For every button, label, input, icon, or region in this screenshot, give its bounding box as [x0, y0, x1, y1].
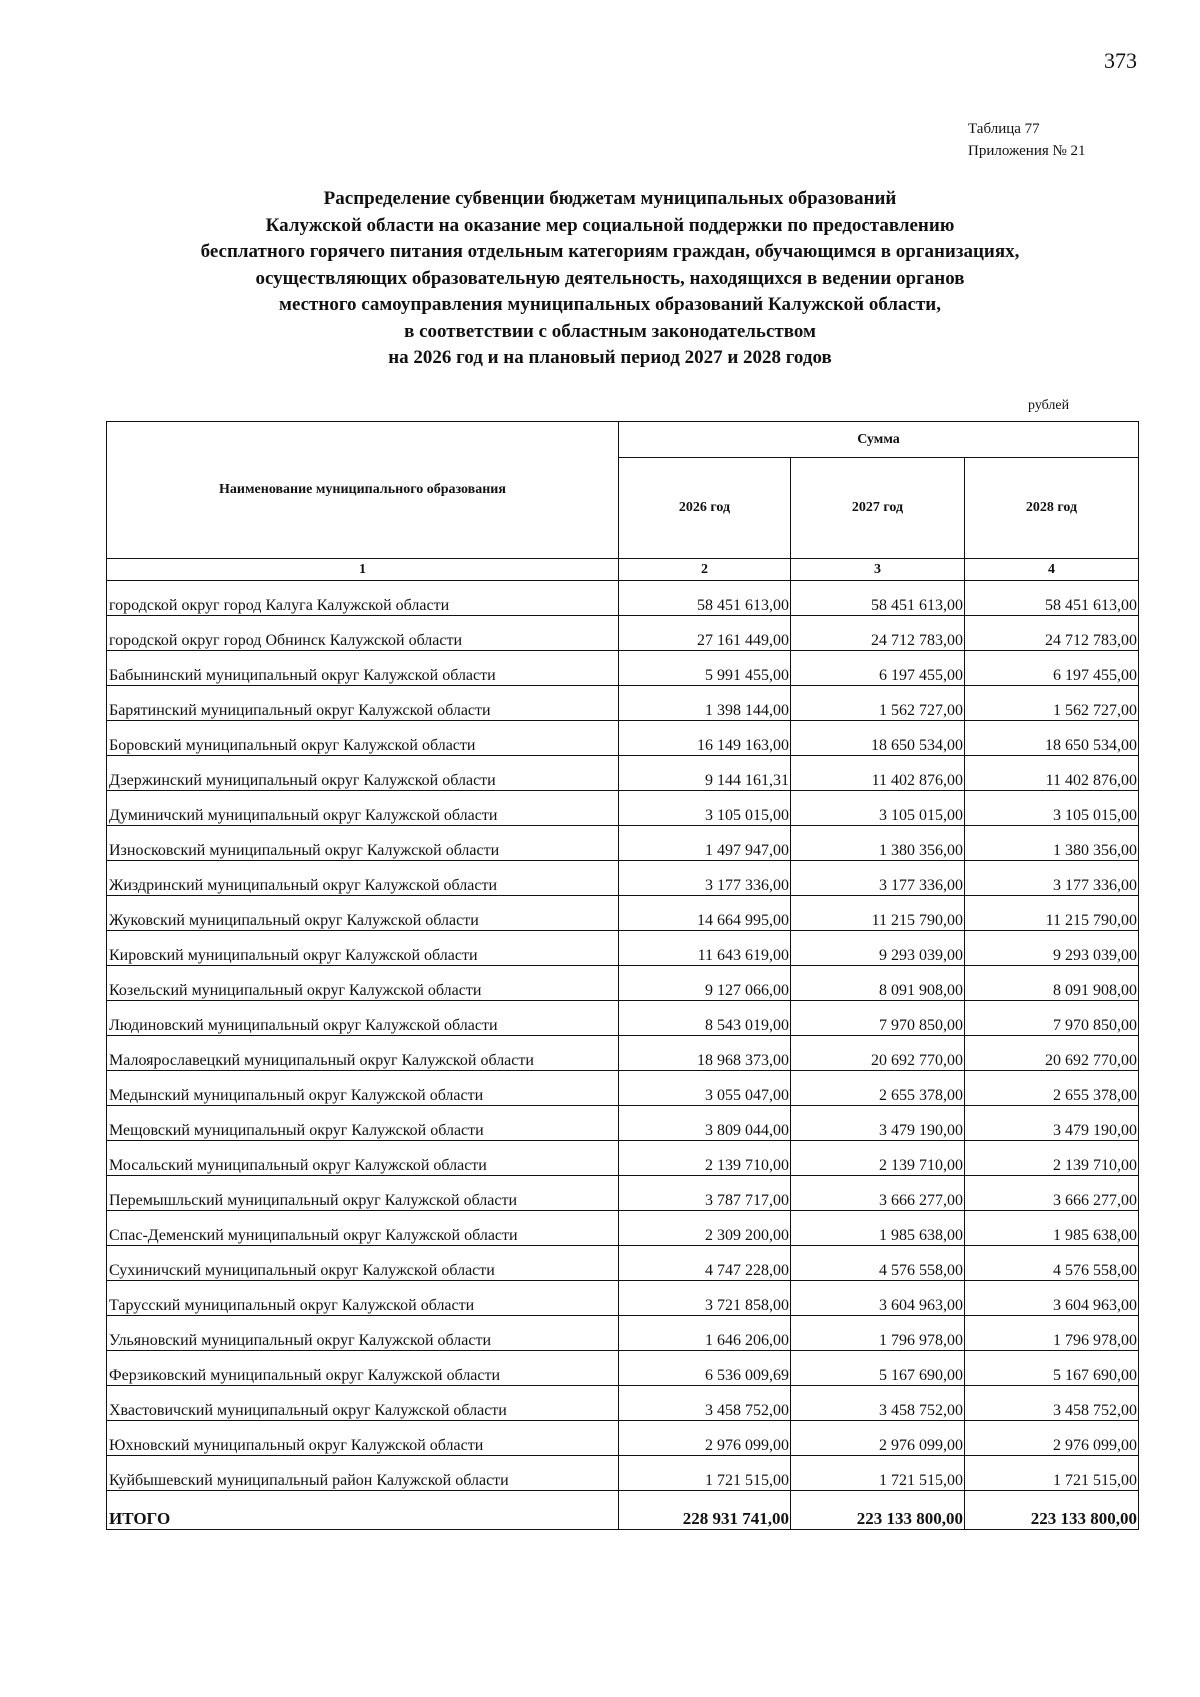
amount-2027: 3 177 336,00	[791, 861, 965, 896]
municipality-name: Бабынинский муниципальный округ Калужской области	[107, 651, 619, 686]
title-line: Калужской области на оказание мер социальной поддержки по предоставлению	[265, 214, 955, 236]
amount-2027: 58 451 613,00	[791, 581, 965, 616]
amount-2028: 24 712 783,00	[965, 616, 1139, 651]
amount-2027: 3 666 277,00	[791, 1176, 965, 1211]
amount-2027: 223 133 800,00	[791, 1491, 965, 1530]
municipality-name: Тарусский муниципальный округ Калужской области	[107, 1281, 619, 1316]
amount-2026: 9 127 066,00	[619, 966, 791, 1001]
municipality-name: городской округ город Обнинск Калужской области	[107, 616, 619, 651]
municipality-name: Ульяновский муниципальный округ Калужской области	[107, 1316, 619, 1351]
municipality-name: Малоярославецкий муниципальный округ Калужской области	[107, 1036, 619, 1071]
header-year-2026: 2026 год	[619, 458, 791, 559]
amount-2026: 228 931 741,00	[619, 1491, 791, 1530]
column-number: 1	[107, 559, 619, 581]
municipality-name: городской округ город Калуга Калужской области	[107, 581, 619, 616]
title-line: Распределение субвенции бюджетам муниципальных образований	[323, 188, 897, 209]
amount-2028: 5 167 690,00	[965, 1351, 1139, 1386]
municipality-name: Людиновский муниципальный округ Калужской области	[107, 1001, 619, 1036]
amount-2026: 9 144 161,31	[619, 756, 791, 791]
amount-2027: 7 970 850,00	[791, 1001, 965, 1036]
table-reference	[968, 118, 1086, 162]
table-row	[107, 756, 1139, 791]
amount-2028: 2 976 099,00	[965, 1421, 1139, 1456]
municipality-name: Куйбышевский муниципальный район Калужской области	[107, 1456, 619, 1491]
amount-2028: 18 650 534,00	[965, 721, 1139, 756]
amount-2026: 14 664 995,00	[619, 896, 791, 931]
subvention-table	[106, 421, 1139, 1530]
table-row	[107, 616, 1139, 651]
amount-2027: 2 655 378,00	[791, 1071, 965, 1106]
page-number: 373	[1104, 48, 1137, 73]
table-row	[107, 651, 1139, 686]
table-row	[107, 1351, 1139, 1386]
municipality-name: ИТОГО	[107, 1491, 619, 1530]
table-row	[107, 1141, 1139, 1176]
amount-2026: 3 055 047,00	[619, 1071, 791, 1106]
amount-2028: 1 721 515,00	[965, 1456, 1139, 1491]
amount-2027: 1 380 356,00	[791, 826, 965, 861]
amount-2027: 3 479 190,00	[791, 1106, 965, 1141]
amount-2026: 2 976 099,00	[619, 1421, 791, 1456]
title-line: бесплатного горячего питания отдельным категориям граждан, обучающимся в организациях,	[200, 241, 1020, 262]
amount-2027: 3 458 752,00	[791, 1386, 965, 1421]
amount-2028: 58 451 613,00	[965, 581, 1139, 616]
title-line: осуществляющих образовательную деятельность, находящихся в ведении органов	[255, 267, 965, 289]
amount-2026: 5 991 455,00	[619, 651, 791, 686]
table-row	[107, 1456, 1139, 1491]
table-row	[107, 721, 1139, 756]
amount-2026: 1 721 515,00	[619, 1456, 791, 1491]
municipality-name: Хвастовичский муниципальный округ Калужской области	[107, 1386, 619, 1421]
amount-2027: 1 796 978,00	[791, 1316, 965, 1351]
table-row	[107, 1211, 1139, 1246]
amount-2027: 11 215 790,00	[791, 896, 965, 931]
amount-2026: 4 747 228,00	[619, 1246, 791, 1281]
municipality-name: Медынский муниципальный округ Калужской области	[107, 1071, 619, 1106]
amount-2027: 3 604 963,00	[791, 1281, 965, 1316]
header-name-column: Наименование муниципального образования	[107, 422, 619, 559]
amount-2026: 3 809 044,00	[619, 1106, 791, 1141]
amount-2026: 3 105 015,00	[619, 791, 791, 826]
column-number: 2	[619, 559, 791, 581]
amount-2028: 1 796 978,00	[965, 1316, 1139, 1351]
municipality-name: Козельский муниципальный округ Калужской области	[107, 966, 619, 1001]
table-row	[107, 1106, 1139, 1141]
amount-2026: 3 458 752,00	[619, 1386, 791, 1421]
header-sum: Сумма	[619, 422, 1139, 458]
table-row	[107, 1281, 1139, 1316]
amount-2028: 11 402 876,00	[965, 756, 1139, 791]
amount-2028: 1 985 638,00	[965, 1211, 1139, 1246]
amount-2026: 3 721 858,00	[619, 1281, 791, 1316]
amount-2028: 8 091 908,00	[965, 966, 1139, 1001]
table-row	[107, 1386, 1139, 1421]
table-row	[107, 1071, 1139, 1106]
amount-2028: 3 604 963,00	[965, 1281, 1139, 1316]
municipality-name: Сухиничский муниципальный округ Калужской области	[107, 1246, 619, 1281]
amount-2027: 1 562 727,00	[791, 686, 965, 721]
document-title	[160, 186, 1060, 372]
table-row	[107, 826, 1139, 861]
amount-2026: 2 309 200,00	[619, 1211, 791, 1246]
amount-2027: 5 167 690,00	[791, 1351, 965, 1386]
municipality-name: Барятинский муниципальный округ Калужской области	[107, 686, 619, 721]
table-row	[107, 1246, 1139, 1281]
header-year-2027: 2027 год	[791, 458, 965, 559]
column-number-row	[107, 559, 1139, 581]
amount-2026: 1 646 206,00	[619, 1316, 791, 1351]
amount-2028: 6 197 455,00	[965, 651, 1139, 686]
amount-2026: 16 149 163,00	[619, 721, 791, 756]
total-row	[107, 1491, 1139, 1530]
amount-2028: 7 970 850,00	[965, 1001, 1139, 1036]
amount-2028: 1 562 727,00	[965, 686, 1139, 721]
amount-2027: 2 976 099,00	[791, 1421, 965, 1456]
municipality-name: Кировский муниципальный округ Калужской области	[107, 931, 619, 966]
table-row	[107, 1001, 1139, 1036]
municipality-name: Жиздринский муниципальный округ Калужской области	[107, 861, 619, 896]
municipality-name: Жуковский муниципальный округ Калужской области	[107, 896, 619, 931]
amount-2028: 3 666 277,00	[965, 1176, 1139, 1211]
amount-2028: 3 177 336,00	[965, 861, 1139, 896]
table-row	[107, 966, 1139, 1001]
table-row	[107, 861, 1139, 896]
amount-2028: 1 380 356,00	[965, 826, 1139, 861]
currency-unit: рублей	[1028, 398, 1070, 413]
amount-2027: 4 576 558,00	[791, 1246, 965, 1281]
amount-2026: 11 643 619,00	[619, 931, 791, 966]
amount-2028: 9 293 039,00	[965, 931, 1139, 966]
table-number: Таблица 77	[968, 121, 1040, 137]
amount-2028: 11 215 790,00	[965, 896, 1139, 931]
title-line: местного самоуправления муниципальных образований Калужской области,	[279, 294, 941, 315]
amount-2027: 9 293 039,00	[791, 931, 965, 966]
table-row	[107, 931, 1139, 966]
title-line: в соответствии с областным законодательством	[404, 320, 816, 342]
amount-2027: 1 985 638,00	[791, 1211, 965, 1246]
amount-2026: 18 968 373,00	[619, 1036, 791, 1071]
amount-2028: 3 458 752,00	[965, 1386, 1139, 1421]
amount-2027: 6 197 455,00	[791, 651, 965, 686]
table-row	[107, 791, 1139, 826]
amount-2026: 2 139 710,00	[619, 1141, 791, 1176]
amount-2028: 2 139 710,00	[965, 1141, 1139, 1176]
amount-2026: 1 497 947,00	[619, 826, 791, 861]
amount-2027: 2 139 710,00	[791, 1141, 965, 1176]
amount-2027: 11 402 876,00	[791, 756, 965, 791]
municipality-name: Износковский муниципальный округ Калужской области	[107, 826, 619, 861]
amount-2028: 20 692 770,00	[965, 1036, 1139, 1071]
amount-2026: 3 177 336,00	[619, 861, 791, 896]
appendix-number: Приложения № 21	[968, 143, 1086, 159]
amount-2027: 8 091 908,00	[791, 966, 965, 1001]
table-row	[107, 1421, 1139, 1456]
header-year-2028: 2028 год	[965, 458, 1139, 559]
amount-2026: 1 398 144,00	[619, 686, 791, 721]
municipality-name: Дзержинский муниципальный округ Калужской области	[107, 756, 619, 791]
table-row	[107, 1316, 1139, 1351]
amount-2028: 2 655 378,00	[965, 1071, 1139, 1106]
amount-2027: 24 712 783,00	[791, 616, 965, 651]
title-line: на 2026 год и на плановый период 2027 и 2028 годов	[388, 347, 832, 368]
amount-2028: 3 479 190,00	[965, 1106, 1139, 1141]
municipality-name: Мещовский муниципальный округ Калужской области	[107, 1106, 619, 1141]
municipality-name: Боровский муниципальный округ Калужской области	[107, 721, 619, 756]
table-row	[107, 581, 1139, 616]
column-number: 3	[791, 559, 965, 581]
amount-2028: 4 576 558,00	[965, 1246, 1139, 1281]
table-row	[107, 1176, 1139, 1211]
municipality-name: Юхновский муниципальный округ Калужской области	[107, 1421, 619, 1456]
table-row	[107, 1036, 1139, 1071]
table-row	[107, 686, 1139, 721]
column-number: 4	[965, 559, 1139, 581]
amount-2026: 8 543 019,00	[619, 1001, 791, 1036]
amount-2026: 27 161 449,00	[619, 616, 791, 651]
amount-2028: 223 133 800,00	[965, 1491, 1139, 1530]
municipality-name: Ферзиковский муниципальный округ Калужской области	[107, 1351, 619, 1386]
amount-2027: 20 692 770,00	[791, 1036, 965, 1071]
municipality-name: Спас-Деменский муниципальный округ Калужской области	[107, 1211, 619, 1246]
amount-2027: 3 105 015,00	[791, 791, 965, 826]
amount-2028: 3 105 015,00	[965, 791, 1139, 826]
amount-2026: 58 451 613,00	[619, 581, 791, 616]
amount-2027: 1 721 515,00	[791, 1456, 965, 1491]
municipality-name: Перемышльский муниципальный округ Калужской области	[107, 1176, 619, 1211]
municipality-name: Думиничский муниципальный округ Калужской области	[107, 791, 619, 826]
amount-2027: 18 650 534,00	[791, 721, 965, 756]
amount-2026: 3 787 717,00	[619, 1176, 791, 1211]
table-row	[107, 896, 1139, 931]
municipality-name: Мосальский муниципальный округ Калужской области	[107, 1141, 619, 1176]
amount-2026: 6 536 009,69	[619, 1351, 791, 1386]
